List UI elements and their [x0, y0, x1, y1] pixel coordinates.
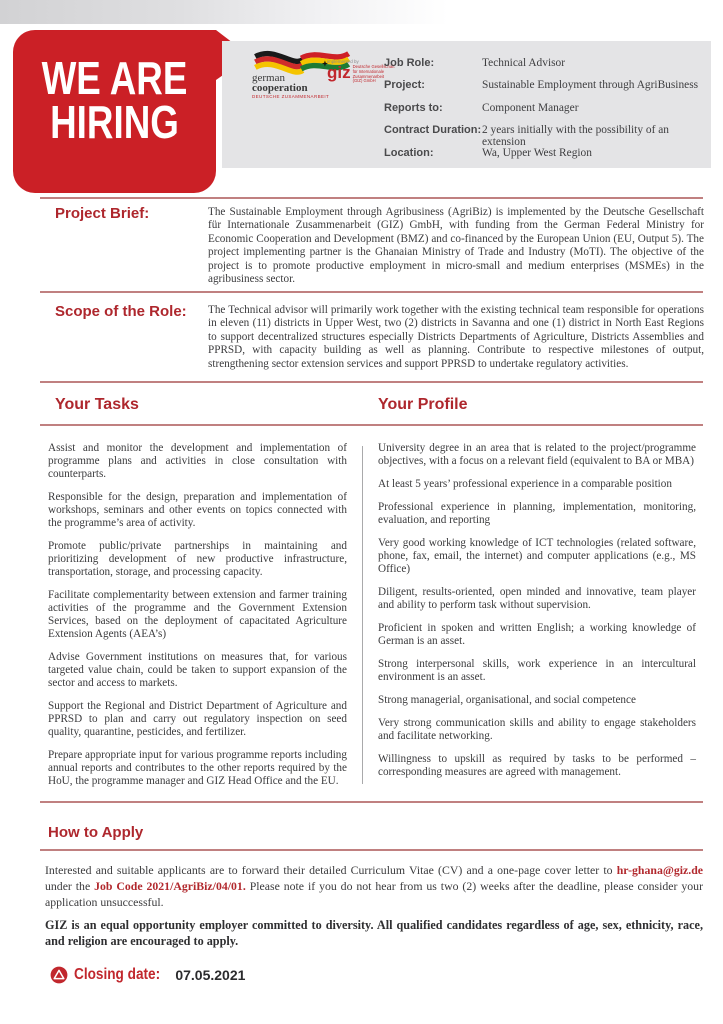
task-item: Promote public/private partnerships in maintaining and prioritizing development of new productive infrastructure, transportation, storage, and processing capacity. — [48, 540, 347, 578]
job-code: Job Code 2021/AgriBiz/04/01. — [94, 879, 246, 893]
column-divider — [362, 446, 363, 784]
gc-tagline: DEUTSCHE ZUSAMMENARBEIT — [252, 94, 330, 99]
project-brief-body: The Sustainable Employment through Agribusiness (AgriBiz) is implemented by the Deutsche Gesellschaft für Internationale Zusammenarbeit (GIZ) GmbH, with funding from the German Federal Ministry for Economic Cooperation and Development (BMZ) and co-financed by the European Union (EU, Output 5). The project implementing partner is the Ghanaian Ministry of Trade and Industry (MoTI). The objective of the project is to promote productive employment in micro-small and medium enterprises (MSMEs) in the agribusiness sector. — [208, 206, 704, 286]
section-rule — [40, 424, 703, 426]
profile-item: Strong interpersonal skills, work experience in an intercultural environment is an asset. — [378, 658, 696, 683]
giz-subtext: Deutsche Gesellschaft für Internationale Zusammenarbeit (GIZ) GmbH — [352, 64, 395, 84]
hiring-banner-text — [13, 52, 216, 148]
scope-heading: Scope of the Role: — [55, 303, 187, 320]
job-detail-value: Component Manager — [482, 101, 579, 114]
profile-item: Professional experience in planning, implementation, monitoring, evaluation, and reporting — [378, 501, 696, 526]
apply-between: under the — [45, 879, 95, 893]
section-rule — [40, 197, 703, 199]
job-summary-table — [384, 57, 704, 169]
hiring-line-1: WE ARE — [41, 52, 188, 104]
apply-paragraph — [45, 862, 703, 910]
job-detail-label: Contract Duration: — [384, 124, 482, 137]
hiring-line-2: HIRING — [50, 96, 179, 148]
email-link[interactable]: hr-ghana@giz.de — [616, 863, 703, 877]
section-rule — [40, 291, 703, 293]
apply-rest: Please note if you do not hear from us two (2) weeks after the deadline, please consider your application unsuccessful. — [45, 879, 703, 909]
page-edge-shadow — [0, 0, 723, 24]
task-item: Advise Government institutions on measures that, for various targeted value chain, could be taken to support expansion of the sector and access to markets. — [48, 651, 347, 689]
gc-line-1: german — [252, 72, 285, 84]
section-rule — [40, 849, 703, 851]
task-item: Responsible for the design, preparation and implementation of workshops, seminars and other events on topics connected with the programme’s area of activity. — [48, 491, 347, 529]
equal-opportunity-note: GIZ is an equal opportunity employer committed to diversity. All qualified candidates regardless of age, sex, ethnicity, race, and religion are encouraged to apply. — [45, 918, 703, 948]
apply-intro: Interested and suitable applicants are to forward their detailed Curriculum Vitae (CV) and a one-page cover letter to — [45, 863, 617, 877]
table-row — [384, 147, 704, 169]
profile-item: At least 5 years’ professional experience in a comparable position — [378, 478, 672, 490]
profile-item: Willingness to upskill as required by tasks to be performed – corresponding measures are agreed with management. — [378, 753, 696, 778]
profile-item: Very strong communication skills and ability to engage stakeholders and facilitate networking. — [378, 717, 696, 742]
profile-column — [378, 442, 696, 789]
profile-item: Strong managerial, organisational, and social competence — [378, 694, 636, 706]
job-detail-value: Wa, Upper West Region — [482, 146, 592, 159]
task-item: Prepare appropriate input for various programme reports including annual reports and contributes to the other reports required by the HoU, the programme manager and GIZ Head Office and the EU. — [48, 749, 347, 787]
table-row — [384, 57, 704, 79]
your-tasks-heading: Your Tasks — [55, 396, 139, 413]
warning-icon — [50, 966, 68, 984]
closing-date-value: 07.05.2021 — [175, 967, 246, 983]
task-item: Assist and monitor the development and implementation of programme plans and activities in close consultation with counterparts. — [48, 442, 347, 480]
table-row — [384, 102, 704, 124]
table-row — [384, 124, 704, 149]
gc-line-2: cooperation — [252, 82, 308, 94]
tasks-column — [48, 442, 347, 798]
scope-body: The Technical advisor will primarily work together with the existing technical team responsible for operations in eleven (11) districts in Upper West, two (2) districts in Savanna and one (1) district in North East Regions to support decentralized structures especially Districts Departments of Agriculture, Districts Assemblies and PPRSD, with capacity building as well as planning. Contribute to respective milestones of output, strengthening sector extension services and support PPRSD to undertake regulatory activities. — [208, 304, 704, 370]
profile-item: University degree in an area that is related to the project/programme objectives, with a focus on a relevant field (equivalent to BA or MBA) — [378, 442, 696, 467]
job-summary-panel — [222, 41, 711, 168]
task-item: Support the Regional and District Department of Agriculture and PPRSD to plan and carry out regulatory inspection on seed quality, quarantine, pesticides, and fertilizer. — [48, 700, 347, 738]
job-detail-label: Job Role: — [384, 57, 435, 69]
job-detail-label: Location: — [384, 146, 434, 159]
project-brief-heading: Project Brief: — [55, 205, 150, 222]
job-detail-value: Technical Advisor — [482, 57, 566, 69]
task-item: Facilitate complementarity between extension and farmer training activities of the programme and the Government Extension Services, based on the deployment of capacitated Agriculture Extension Agents (AEA’s) — [48, 589, 347, 640]
hiring-banner — [13, 30, 216, 193]
section-rule — [40, 381, 703, 383]
giz-wordmark: giz — [327, 63, 351, 82]
implemented-by-label: implemented by — [327, 59, 359, 64]
profile-item: Very good working knowledge of ICT technologies (related software, phone, fax, email, the internet) and computer applications (e.g., MS Office) — [378, 537, 696, 575]
closing-date-row — [50, 966, 245, 984]
job-detail-value: 2 years initially with the possibility of an extension — [482, 124, 669, 149]
how-to-apply-heading: How to Apply — [48, 824, 144, 841]
job-detail-label: Project: — [384, 79, 425, 92]
job-detail-value: Sustainable Employment through AgriBusiness — [482, 79, 699, 92]
section-rule — [40, 801, 703, 803]
table-row — [384, 79, 704, 101]
your-profile-heading: Your Profile — [378, 396, 468, 413]
closing-date-label: Closing date: — [74, 966, 161, 983]
profile-item: Proficient in spoken and written English; a working knowledge of German is an asset. — [378, 622, 696, 647]
profile-item: Diligent, results-oriented, open minded and innovative, team player and ability to perform task without supervision. — [378, 586, 696, 611]
job-detail-label: Reports to: — [384, 101, 443, 114]
